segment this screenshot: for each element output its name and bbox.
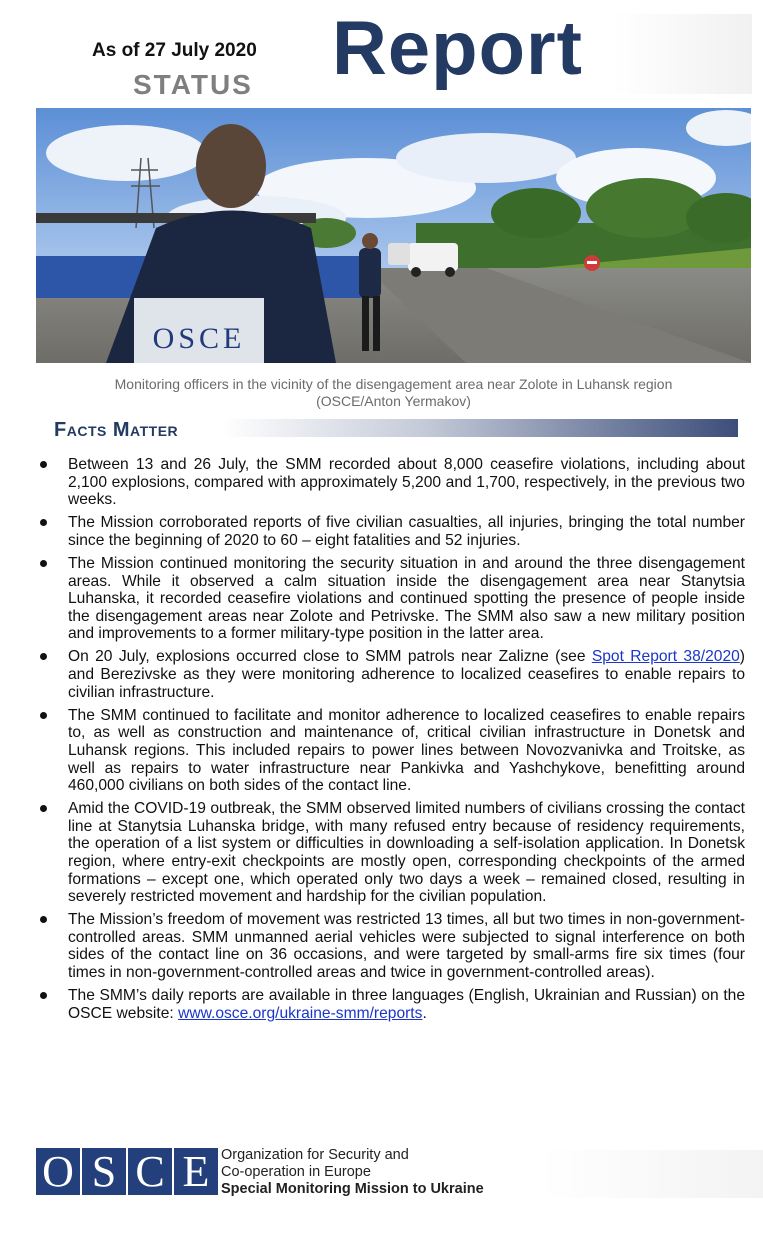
- bullet-text: Between 13 and 26 July, the SMM recorded about 8,000 ceasefire violations, including about 2,100 explosions, compared with approximately 5,200 and 1,700, respectively, in the previous two weeks.: [68, 456, 745, 509]
- facts-bullet-list: [40, 456, 745, 1028]
- bullet-dot-icon: [40, 712, 47, 719]
- bullet-dot-icon: [40, 992, 47, 999]
- osce-logo: [36, 1148, 218, 1195]
- facts-matter-heading: Facts Matter: [54, 419, 179, 441]
- bullet-dot-icon: [40, 916, 47, 923]
- bullet-item: [40, 648, 745, 701]
- bullet-item: [40, 987, 745, 1022]
- bullet-text: The Mission’s freedom of movement was restricted 13 times, all but two times in non-government-controlled areas. SMM unmanned aerial vehicles were subjected to signal interference on both sides of the contact line on 36 occasions, and were targeted by small-arms fire six times (four times in non-government-controlled areas and twice in government-controlled areas).: [68, 911, 745, 982]
- bullet-item: [40, 456, 745, 509]
- footer-organization-text: [221, 1147, 484, 1198]
- daily-reports-link[interactable]: www.osce.org/ukraine-smm/reports: [178, 1004, 423, 1022]
- vest-osce-label: OSCE: [152, 322, 246, 355]
- logo-letter: E: [174, 1148, 218, 1195]
- bullet-item: [40, 800, 745, 906]
- bullet-item: [40, 707, 745, 795]
- bullet-text: The Mission continued monitoring the security situation in and around the three disengagement areas. While it observed a calm situation inside the disengagement area near Stanytsia Luhanska, it recorded ceasefire violations and continued spotting the presence of people inside the disengagement areas near Zolote and Petrivske. The SMM also saw a new military position and improvements to a former military-type position in the latter area.: [68, 554, 745, 643]
- footer-line-1: Organization for Security and: [221, 1147, 409, 1163]
- logo-letter: O: [36, 1148, 80, 1195]
- footer-fade-decoration: [540, 1150, 763, 1198]
- footer-line-2: Co-operation in Europe: [221, 1164, 371, 1180]
- logo-letter: S: [82, 1148, 126, 1195]
- bullet-dot-icon: [40, 805, 47, 812]
- bullet-item: [40, 555, 745, 643]
- bullet-text-post: ) and Berezivske as they were monitoring adherence to localized ceasefires to enable repairs to civilian infrastructure.: [68, 648, 745, 701]
- bullet-text: The Mission corroborated reports of five civilian casualties, all injuries, bringing the total number since the beginning of 2020 to 60 – eight fatalities and 52 injuries.: [68, 514, 745, 549]
- logo-letter: C: [128, 1148, 172, 1195]
- bullet-dot-icon: [40, 519, 47, 526]
- report-title: Report: [332, 6, 583, 91]
- header-fade-decoration: [612, 14, 752, 94]
- bullet-item: [40, 514, 745, 549]
- caption-line-1: Monitoring officers in the vicinity of the disengagement area near Zolote in Luhansk region: [114, 376, 673, 392]
- bullet-text-post: .: [422, 1004, 427, 1022]
- bullet-text-pre: The SMM’s daily reports are available in three languages (English, Ukrainian and Russian) on the OSCE website:: [68, 987, 745, 1022]
- bullet-item: [40, 911, 745, 981]
- bullet-text: Amid the COVID-19 outbreak, the SMM observed limited numbers of civilians crossing the contact line at Stanytsia Luhanska bridge, with many refused entry because of residency requirements, the operation of a list system or difficulties in downloading a self-isolation application. In Donetsk region, where entry-exit checkpoints are mostly open, corresponding checkpoints of the armed formations – except one, which operated only two days a week – remained closed, resulting in severely restricted movement and hardship for the civilian population.: [68, 800, 745, 906]
- bullet-dot-icon: [40, 560, 47, 567]
- bullet-dot-icon: [40, 461, 47, 468]
- photo-caption: [36, 376, 751, 410]
- spot-report-link[interactable]: Spot Report 38/2020: [591, 648, 740, 666]
- caption-line-2: (OSCE/Anton Yermakov): [316, 393, 471, 409]
- bullet-text: The SMM continued to facilitate and monitor adherence to localized ceasefires to enable repairs to, as well as construction and maintenance of, critical civilian infrastructure in Donetsk and Luhansk regions. This included repairs to power lines between Novozvanivka and Troitske, as well as repairs to water infrastructure near Pankivka and Yashchykove, benefitting around 460,000 civilians on both sides of the contact line.: [68, 706, 745, 795]
- bullet-text-pre: On 20 July, explosions occurred close to SMM patrols near Zalizne (see: [68, 648, 592, 666]
- report-date: As of 27 July 2020: [92, 40, 257, 61]
- monitoring-officers-photo: [36, 108, 751, 363]
- bullet-dot-icon: [40, 653, 47, 660]
- footer-line-3: Special Monitoring Mission to Ukraine: [221, 1181, 484, 1197]
- status-label: STATUS: [133, 69, 253, 100]
